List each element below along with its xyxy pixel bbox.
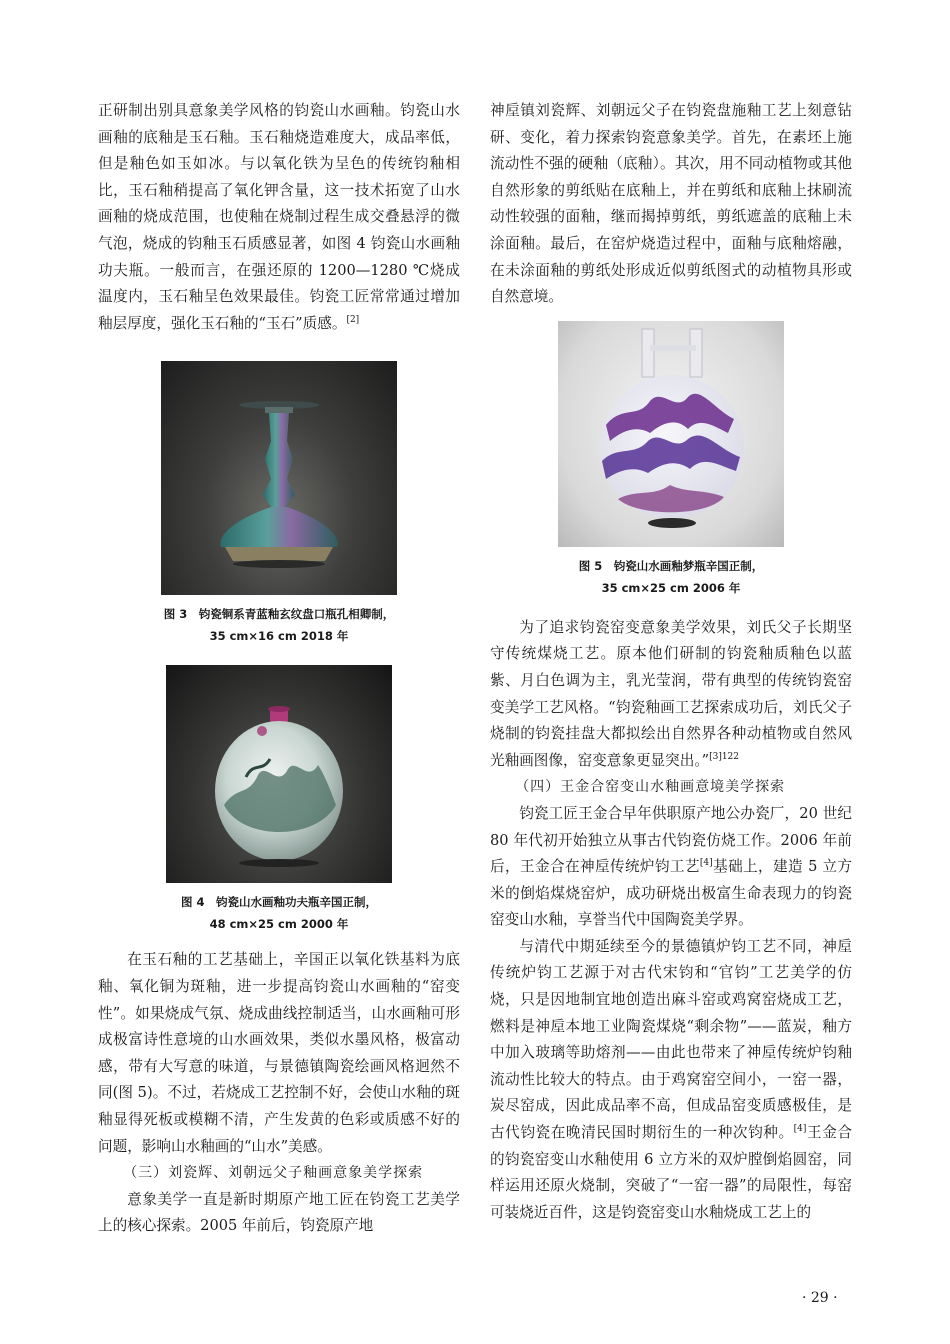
body-paragraph: 在玉石釉的工艺基础上，辛国正以氧化铁基料为底釉、氧化铜为斑釉，进一步提高钧瓷山水画釉的“窑变性”。如果烧成气氛、烧成曲线控制适当，山水画釉可形成极富诗性意境的山水画效果，类似水墨风格，极富动感，带有大写意的味道，与景德镇陶瓷绘画风格迥然不同(图 5)。不过，若烧成工艺控制不好，会使山水釉的斑釉显得死板或模糊不清，产生发黄的色彩或质感不好的问题，影响山水釉画的“山水”美感。 (98, 951, 460, 1155)
right-column (490, 98, 852, 1226)
figure-4-caption: 图 4 钧瓷山水画釉功夫瓶辛国正制， 48 cm×25 cm 2000 年 (180, 895, 377, 932)
citation-ref: [4] (699, 858, 713, 869)
section-heading: （三）刘瓷辉、刘朝远父子釉画意象美学探索 (123, 1165, 424, 1182)
section-heading: （四）王金合窑变山水釉画意境美学探索 (515, 779, 786, 796)
body-paragraph: 钧瓷工匠王金合早年供职原产地公办瓷厂，20 世纪 80 年代初开始独立从事古代钧瓷仿烧工作。2006 年前后，王金合在神垕传统炉钧工艺[4]基础上，建造 5 立方米的倒焰煤烧窑炉，成功研烧出极富生命表现力的钧瓷窑变山水釉，享誉当代中国陶瓷美学界。 (490, 804, 852, 929)
citation-ref: [3]122 (709, 751, 740, 762)
body-paragraph: 意象美学一直是新时期原产地工匠在钧瓷工艺美学上的核心探索。2005 年前后，钧瓷原产地 (98, 1190, 460, 1235)
left-column (98, 98, 460, 1240)
figure-3-photo (161, 361, 397, 595)
figure-5-caption: 图 5 钧瓷山水画釉梦瓶辛国正制， 35 cm×25 cm 2006 年 (578, 558, 764, 595)
figure-3-caption: 图 3 钧瓷铜系青蓝釉玄纹盘口瓶孔相卿制， 35 cm×16 cm 2018 年 (163, 607, 395, 644)
body-paragraph: 神垕镇刘瓷辉、刘朝远父子在钧瓷盘施釉工艺上刻意钻研、变化，着力探索钧瓷意象美学。首先，在素坯上施流动性不强的硬釉（底釉）。其次，用不同动植物或其他自然形象的剪纸贴在底釉上，并在剪纸和底釉上抹刷流动性较强的面釉，继而揭掉剪纸，剪纸遮盖的底釉上未涂面釉。最后，在窑炉烧造过程中，面釉与底釉熔融，在未涂面釉的剪纸处形成近似剪纸图式的动植物具形或自然意境。 (490, 102, 852, 306)
page-number: · 29 · (802, 1290, 838, 1306)
body-paragraph: 为了追求钧瓷窑变意象美学效果，刘氏父子长期坚守传统煤烧工艺。原本他们研制的钧瓷釉质釉色以蓝紫、月白色调为主，乳光莹润，带有典型的传统钧瓷窑变美学工艺风格。“钧瓷釉画工艺探索成功后，刘氏父子烧制的钧瓷挂盘大都拟绘出自然界各种动植物或自然风光釉画图像，窑变意象更显突出。”$^{[3]122}$ (490, 618, 852, 769)
figure-5 (490, 321, 852, 599)
figure-4-photo (166, 665, 392, 883)
body-paragraph: 正研制出别具意象美学风格的钧瓷山水画釉。钧瓷山水画釉的底釉是玉石釉。玉石釉烧造难度大，成品率低，但是釉色如玉如冰。与以氧化铁为呈色的传统钧釉相比，玉石釉稍提高了氧化钾含量，这一技术拓宽了山水画釉的烧成范围，也使釉在烧制过程生成交叠悬浮的微气泡，烧成的钧釉玉石质感显著，如图 4 钧瓷山水画釉功夫瓶。一般而言，在强还原的 1200—1280 ℃烧成温度内，玉石釉呈色效果最佳。钧瓷工匠常常通过增加釉层厚度，强化玉石釉的“玉石”质感。[2] (98, 102, 460, 332)
figure-5-photo (558, 321, 784, 547)
citation-ref: [2] (346, 314, 360, 325)
citation-ref: [4] (793, 1124, 807, 1135)
figure-3 (98, 361, 460, 647)
body-paragraph: 与清代中期延续至今的景德镇炉钧工艺不同，神垕传统炉钧工艺源于对古代宋钧和“官钧”工艺美学的仿烧，只是因地制宜地创造出麻斗窑或鸡窝窑烧成工艺，燃料是神垕本地工业陶瓷煤烧“剩余物”——蓝炭，釉方中加入玻璃等助熔剂——由此也带来了神垕传统炉钧釉流动性比较大的特点。由于鸡窝窑空间小，一窑一器，炭尽窑成，因此成品率不高，但成品窑变质感极佳，是古代钧瓷在晚清民国时期衍生的一种次钧种。[4]王金合的钧瓷窑变山水釉使用 6 立方米的双炉膛倒焰圆窑，同样运用还原火烧制，突破了“一窑一器”的局限性，每窑可装烧近百件，这是钧瓷窑变山水釉烧成工艺上的 (490, 937, 852, 1221)
figure-4 (98, 665, 460, 935)
